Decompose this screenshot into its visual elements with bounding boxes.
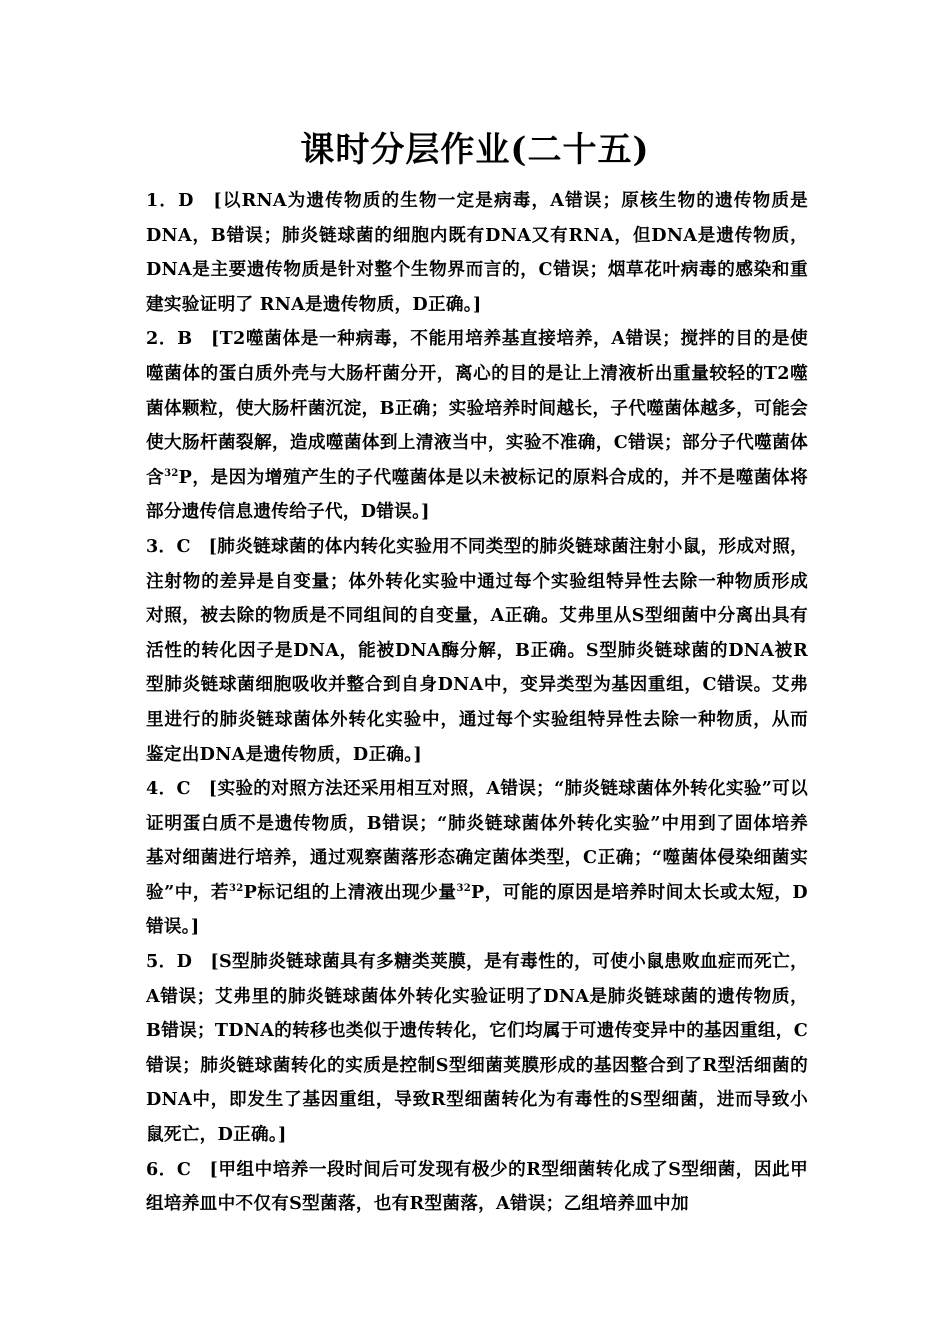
superscript: 32	[164, 467, 179, 479]
answer-item-4	[146, 772, 808, 945]
answer-explanation: [甲组中培养一段时间后可发现有极少的R型细菌转化成了S型细菌，因此甲组培养皿中不仅有S型菌落，也有R型菌落，A错误；乙组培养皿中加	[146, 1158, 808, 1215]
superscript: 32	[456, 882, 471, 894]
answer-item-6	[146, 1153, 808, 1222]
answer-explanation: [以RNA为遗传物质的生物一定是病毒，A错误；原核生物的遗传物质是DNA，B错误；肺炎链球菌的细胞内既有DNA又有RNA，但DNA是遗传物质，DNA是主要遗传物质是针对整个生物界而言的，C错误；烟草花叶病毒的感染和重建实验证明了 RNA是遗传物质，D正确。]	[146, 190, 808, 315]
answer-number: 1．D	[146, 190, 214, 211]
answer-explanation: [T2噬菌体是一种病毒，不能用培养基直接培养，A错误；搅拌的目的是使噬菌体的蛋白质外壳与大肠杆菌分开，离心的目的是让上清液析出重量较轻的T2噬菌体颗粒，使大肠杆菌沉淀，B正确；实验培养时间越长，子代噬菌体越多，可能会使大肠杆菌裂解，造成噬菌体到上清液当中，实验不准确，C错误；部分子代噬菌体含	[146, 328, 809, 488]
answer-explanation: [实验的对照方法还采用相互对照，A错误；“肺炎链球菌体外转化实验”可以证明蛋白质不是遗传物质，B错误；“肺炎链球菌体外转化实验”中用到了固体培养基对细菌进行培养，通过观察菌落形态确定菌体类型，C正确；“噬菌体侵染细菌实验”中，若	[146, 778, 809, 903]
answer-item-5	[146, 945, 808, 1153]
answer-item-3	[146, 530, 808, 772]
answer-item-1	[146, 184, 808, 322]
answer-item-2	[146, 322, 808, 530]
answer-number: 2．B	[146, 328, 212, 350]
superscript: 32	[229, 882, 244, 894]
answer-number: 3．C	[146, 535, 209, 557]
answer-number: 4．C	[146, 778, 209, 800]
page-title: 课时分层作业(二十五)	[300, 130, 650, 170]
answer-explanation-cont: P标记组的上清液出现少量	[243, 881, 457, 903]
answer-number: 5．D	[146, 951, 211, 973]
answer-explanation-cont: P，是因为增殖产生的子代噬菌体是以未被标记的原料合成的，并不是噬菌体将部分遗传信息遗传给子代，D错误。]	[146, 466, 808, 523]
answer-list	[146, 184, 808, 1222]
answer-explanation: [S型肺炎链球菌具有多糖类荚膜，是有毒性的，可使小鼠患败血症而死亡，A错误；艾弗里的肺炎链球菌体外转化实验证明了DNA是肺炎链球菌的遗传物质，B错误；TDNA的转移也类似于遗传转化，它们均属于可遗传变异中的基因重组，C错误；肺炎链球菌转化的实质是控制S型细菌荚膜形成的基因整合到了R型活细菌的DNA中，即发生了基因重组，导致R型细菌转化为有毒性的S型细菌，进而导致小鼠死亡，D正确。]	[146, 951, 809, 1146]
answer-explanation: [肺炎链球菌的体内转化实验用不同类型的肺炎链球菌注射小鼠，形成对照，注射物的差异是自变量；体外转化实验中通过每个实验组特异性去除一种物质形成对照，被去除的物质是不同组间的自变量，A正确。艾弗里从S型细菌中分离出具有活性的转化因子是DNA，能被DNA酶分解，B正确。S型肺炎链球菌的DNA被R型肺炎链球菌细胞吸收并整合到自身DNA中，变异类型为基因重组，C错误。艾弗里进行的肺炎链球菌体外转化实验中，通过每个实验组特异性去除一种物质，从而鉴定出DNA是遗传物质，D正确。]	[146, 535, 809, 765]
answer-explanation-cont: P，可能的原因是培养时间太长或太短，D错误。]	[146, 881, 808, 938]
answer-number: 6．C	[146, 1158, 210, 1180]
